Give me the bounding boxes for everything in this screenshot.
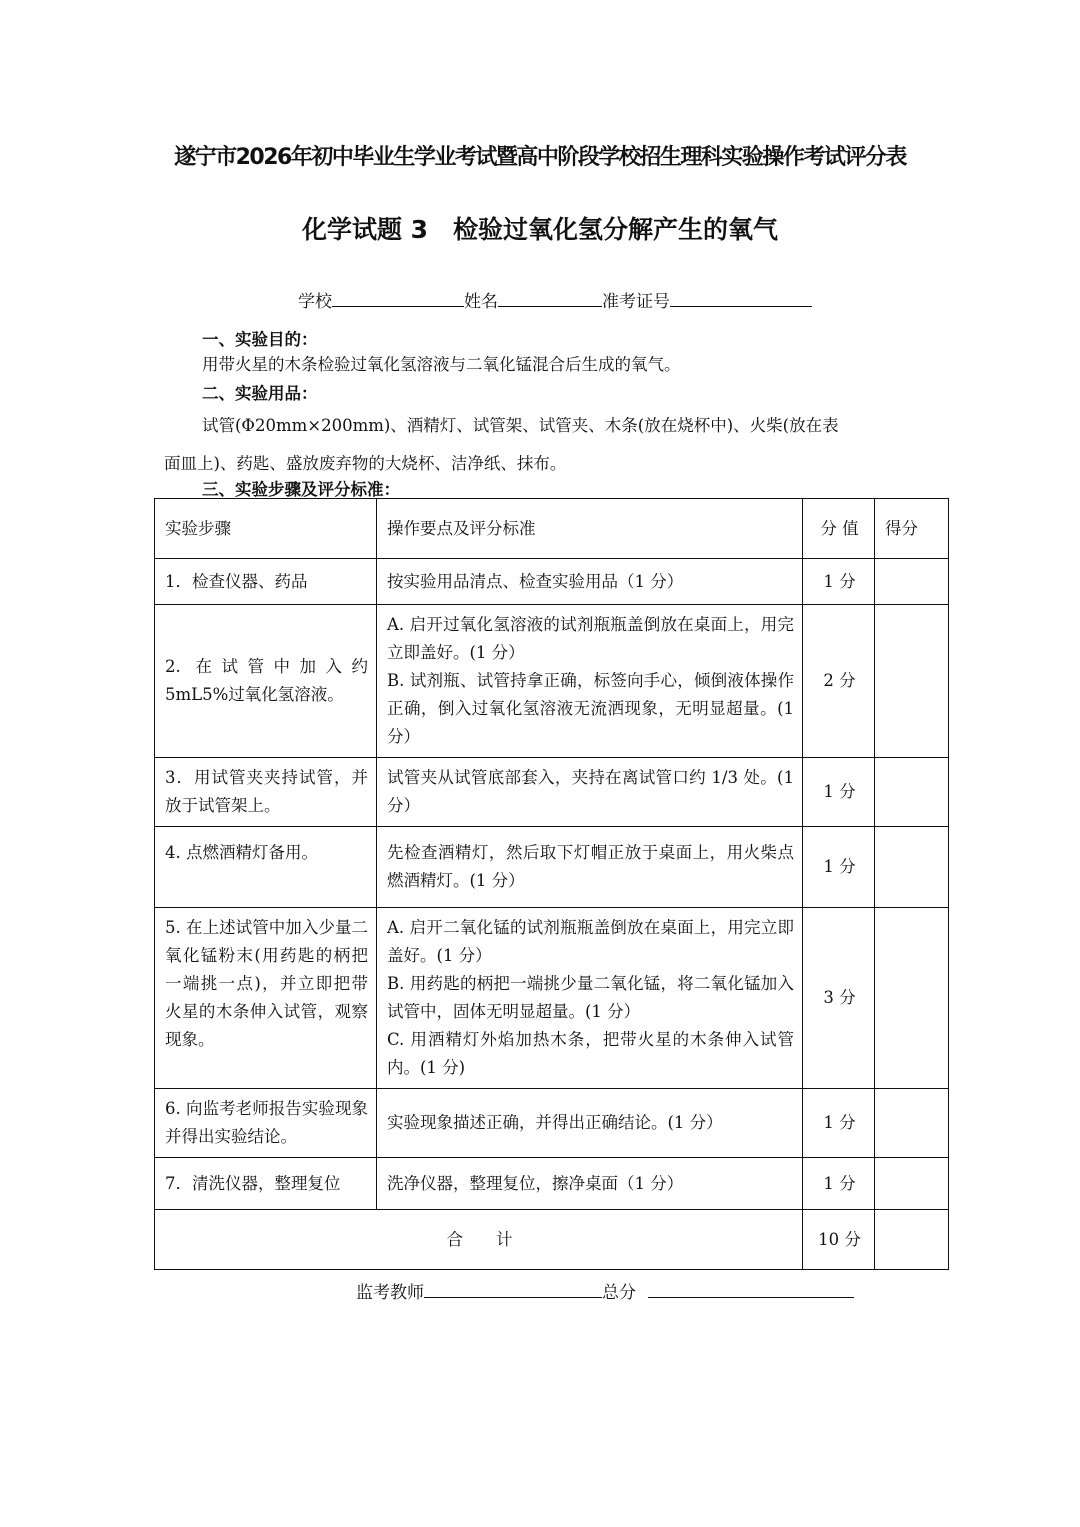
total-score-blank[interactable] bbox=[648, 1281, 854, 1298]
table-header-row bbox=[155, 499, 949, 559]
table-row bbox=[155, 758, 949, 827]
signature-line bbox=[356, 1278, 854, 1303]
score-cell[interactable] bbox=[875, 758, 949, 827]
value-cell: 2 分 bbox=[803, 605, 875, 758]
criteria-line: 先检查酒精灯，然后取下灯帽正放于桌面上，用火柴点燃酒精灯。(1 分） bbox=[387, 843, 794, 890]
value-cell: 1 分 bbox=[803, 1158, 875, 1210]
criteria-line: B. 试剂瓶、试管持拿正确，标签向手心，倾倒液体操作正确，倒入过氧化氢溶液无流洒现象，无明显超量。(1 分） bbox=[387, 671, 794, 746]
table-row bbox=[155, 1089, 949, 1158]
criteria-line: 实验现象描述正确，并得出正确结论。(1 分） bbox=[387, 1113, 723, 1132]
table-row bbox=[155, 1158, 949, 1210]
step-cell: 1．检查仪器、药品 bbox=[155, 559, 377, 605]
criteria-line: 试管夹从试管底部套入，夹持在离试管口约 1/3 处。(1 分） bbox=[387, 768, 794, 815]
step-cell: 6. 向监考老师报告实验现象并得出实验结论。 bbox=[155, 1089, 377, 1158]
criteria-cell bbox=[377, 1158, 803, 1210]
value-cell: 1 分 bbox=[803, 1089, 875, 1158]
purpose-text: 用带火星的木条检验过氧化氢溶液与二氧化锰混合后生成的氧气。 bbox=[202, 355, 681, 374]
header-score: 得分 bbox=[875, 499, 949, 559]
materials-text-line-1: 试管(Φ20mm×200mm)、酒精灯、试管架、试管夹、木条(放在烧杯中)、火柴(放在表 bbox=[202, 416, 839, 435]
table-row bbox=[155, 605, 949, 758]
scoring-table bbox=[154, 498, 949, 1270]
step-cell: 3．用试管夹夹持试管，并放于试管架上。 bbox=[155, 758, 377, 827]
score-cell[interactable] bbox=[875, 827, 949, 908]
name-blank[interactable] bbox=[498, 290, 602, 307]
total-row bbox=[155, 1210, 949, 1270]
name-label: 姓名 bbox=[464, 292, 498, 312]
criteria-line: 按实验用品清点、检查实验用品（1 分） bbox=[387, 571, 684, 591]
value-cell: 1 分 bbox=[803, 758, 875, 827]
value-cell: 3 分 bbox=[803, 908, 875, 1089]
criteria-cell bbox=[377, 758, 803, 827]
criteria-cell bbox=[377, 1089, 803, 1158]
total-score-label: 总分 bbox=[602, 1283, 636, 1303]
header-value: 分 值 bbox=[803, 499, 875, 559]
school-blank[interactable] bbox=[332, 290, 464, 307]
total-value: 10 分 bbox=[803, 1210, 875, 1270]
table-row bbox=[155, 908, 949, 1089]
total-score-cell[interactable] bbox=[875, 1210, 949, 1270]
criteria-line: A. 启开二氧化锰的试剂瓶瓶盖倒放在桌面上，用完立即盖好。(1 分） bbox=[387, 918, 794, 965]
score-cell[interactable] bbox=[875, 559, 949, 605]
score-cell[interactable] bbox=[875, 908, 949, 1089]
teacher-blank[interactable] bbox=[424, 1281, 602, 1298]
step-cell: 2. 在试管中加入约 5mL5%过氧化氢溶液。 bbox=[155, 605, 377, 758]
step-cell: 4. 点燃酒精灯备用。 bbox=[155, 827, 377, 908]
header-step: 实验步骤 bbox=[155, 499, 377, 559]
criteria-cell bbox=[377, 559, 803, 605]
school-label: 学校 bbox=[298, 292, 332, 312]
criteria-line: A. 启开过氧化氢溶液的试剂瓶瓶盖倒放在桌面上，用完立即盖好。(1 分） bbox=[387, 615, 794, 662]
total-label: 合 计 bbox=[155, 1210, 803, 1270]
exam-id-blank[interactable] bbox=[670, 290, 812, 307]
exam-id-label: 准考证号 bbox=[602, 292, 670, 312]
teacher-label: 监考教师 bbox=[356, 1283, 424, 1303]
candidate-info-line bbox=[298, 287, 812, 312]
criteria-line: B. 用药匙的柄把一端挑少量二氧化锰，将二氧化锰加入试管中，固体无明显超量。(1 分） bbox=[387, 974, 794, 1021]
materials-heading: 二、实验用品： bbox=[202, 384, 318, 403]
table-row bbox=[155, 827, 949, 908]
score-cell[interactable] bbox=[875, 1089, 949, 1158]
criteria-cell bbox=[377, 605, 803, 758]
criteria-line: 洗净仪器，整理复位，擦净桌面（1 分） bbox=[387, 1173, 684, 1193]
table-row bbox=[155, 559, 949, 605]
value-cell: 1 分 bbox=[803, 559, 875, 605]
criteria-cell bbox=[377, 908, 803, 1089]
purpose-heading: 一、实验目的： bbox=[202, 330, 318, 349]
materials-text-line-2: 面皿上)、药匙、盛放废弃物的大烧杯、洁净纸、抹布。 bbox=[164, 454, 567, 473]
step-cell: 7．清洗仪器，整理复位 bbox=[155, 1158, 377, 1210]
experiment-title: 化学试题 3 检验过氧化氢分解产生的氧气 bbox=[301, 215, 779, 244]
score-cell[interactable] bbox=[875, 1158, 949, 1210]
steps-heading: 三、实验步骤及评分标准： bbox=[202, 480, 400, 499]
score-cell[interactable] bbox=[875, 605, 949, 758]
header-criteria: 操作要点及评分标准 bbox=[377, 499, 803, 559]
step-cell: 5. 在上述试管中加入少量二氧化锰粉末(用药匙的柄把一端挑一点)，并立即把带火星的木条伸入试管，观察现象。 bbox=[155, 908, 377, 1089]
value-cell: 1 分 bbox=[803, 827, 875, 908]
criteria-line: C. 用酒精灯外焰加热木条，把带火星的木条伸入试管内。(1 分) bbox=[387, 1030, 794, 1077]
criteria-cell bbox=[377, 827, 803, 908]
page-title: 遂宁市2026年初中毕业生学业考试暨高中阶段学校招生理科实验操作考试评分表 bbox=[174, 145, 906, 170]
